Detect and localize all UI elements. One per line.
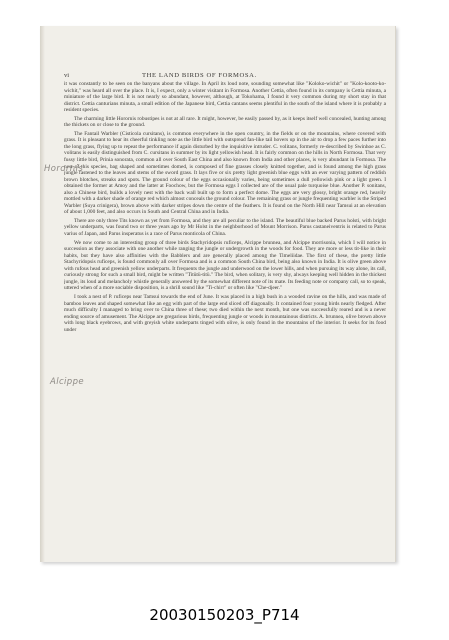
paragraph: The charming little Horornis robustipes is not at all rare. It might, however, be easily passed by, as it keeps itself well concealed, hunting among the thickets on or close to the ground. (64, 115, 386, 129)
paragraph: I took a nest of P. ruficeps near Tamsui towards the end of June. It was placed in a high bush in a wooded ravine on the hills, and was made of bamboo leaves and shaped somewhat like an egg with part of the large end sliced off diagonally. It contained four young birds nearly fledged. After much difficulty I managed to bring over to China three of these; two died within the next month, but one was successfully reared and is a never ending source of amusement. The Alcippe are gregarious birds, frequenting jungle or woods in mountainous districts. A. brunnea, olive brown above with long black eyebrows, and with greyish white underparts tinged with olive, is only found in the mountains of the interior. It seeks for its food under (64, 293, 386, 333)
paragraph: There are only three Tits known as yet from Formosa, and they are all peculiar to the island. The beautiful blue backed Parus holsti, with bright yellow underparts, was found two or three years ago by Mr Holst in the neighborhood of Mount Morrison. Parus castaneiventris is related to Parus varius of Japan, and Parus insperatus is a race of Parus monticola of China. (64, 217, 386, 238)
paragraph: The Fantail Warbler (Cisticola cursitans), is common everywhere in the open country, in the fields or on the mountains, where covered with grass. It is pleasant to hear its cheerful tinkling note as the little bird with outspread fan-like tail hovers up in the air to drop a few paces further into the long grass, flying up to repeat the performance if again disturbed by the inquisitive intruder. C. volitans, formerly re-described by Swinhoe as C. volitans is easily distinguished from C. cursitans in summer by its light yellowish head. It is fairly common on the hills in North Formosa. That very fussy little bird, Prinia sonorata, common all over South East China and also known from India and other places, is very abundant in Formosa. The nest of this species, bag shaped and sometimes domed, is composed of fine grasses closely knitted together, and is found among the high grass jungle fastened to the leaves and stems of the sword grass. It lays five or six pretty light greenish blue eggs with an ever varying pattern of reddish brown blotches, streaks and spots. The ground colour of the eggs occasionally varies, being sometimes a dull yellowish pink or a light green. I obtained the former at Amoy and the latter at Foochow, but the Formosa eggs I collected are of the usual pale turquoise blue. Another P. sonitans, also a Chinese bird, builds a lovely nest with the back wall built up to form a perfect dome. The eggs are very glossy, bright orange red, heavily mottled with a darker shade of orange red which almost conceals the ground colour. The remaining grass or jungle frequenting warbler is the Striped Warbler (Suya crinigera), brown above with darker stripes down the centre of the feathers. It is found on the North Hill near Tamsui at an elevation of about 1,000 feet, and also occurs in South and Central China and in India. (64, 130, 386, 216)
handwritten-margin-note: Alcippe (50, 377, 85, 387)
handwritten-margin-note: Horornis (44, 164, 84, 174)
paragraph: We now come to an interesting group of three birds Stachyridopsis ruficeps, Alcippe brunnea, and Alcippe morrisonia, which I will notice in succession as they associate with one another while ranging the jungle or undergrowth in the woods for food. They are more or less tit-like in their habits, but they have also affinities with the Babblers and are generally placed among the Timeliidae. The first of these, the pretty little Stachyridopsis ruficeps, is found commonly all over Formosa and is a common South China bird, being also known in India. It is olive green above with rufous head and greenish yellow underparts. It frequents the jungle and underwood on the lower hills, and when pursuing its way alone, its call, curiously strong for such a small bird, might be written "Titütü-titü." The bird, when solitary, is very shy, always keeping well hidden in the thickest jungle, its loud and melancholy whistle generally answered by the somewhat different note of its mate. Its feeding note or company call, so to speak, uttered when of a more sociable disposition, is a shrill sound like "Ti-chirr" or often like "Che-djeer." (64, 239, 386, 292)
running-title: THE LAND BIRDS OF FORMOSA. (142, 72, 257, 79)
page-gutter-shadow (40, 26, 45, 562)
page-number: vi (64, 72, 70, 79)
paragraph: it was constantly to be seen on the banyans about the village. In April its loud note, sounding somewhat like "Koloko-wichit" or "Kolo-kooto-ko-wichit," was heard all over the place. It is, I expect, only a winter visitant in Formosa. Another Cettia, often found in its company is Cettia minuta, a miniature of the large bird. It is not nearly so abundant, however, although, at Tokohama, I found it very common during my short stay in that district. Cettia canturians minuta, a small edition of the Japanese bird, Cettia cantans seems plentiful in the south of the island where it is probably a resident species. (64, 81, 386, 114)
page-body-text (64, 81, 386, 559)
image-id-caption: 20030150203_P714 (149, 606, 300, 624)
